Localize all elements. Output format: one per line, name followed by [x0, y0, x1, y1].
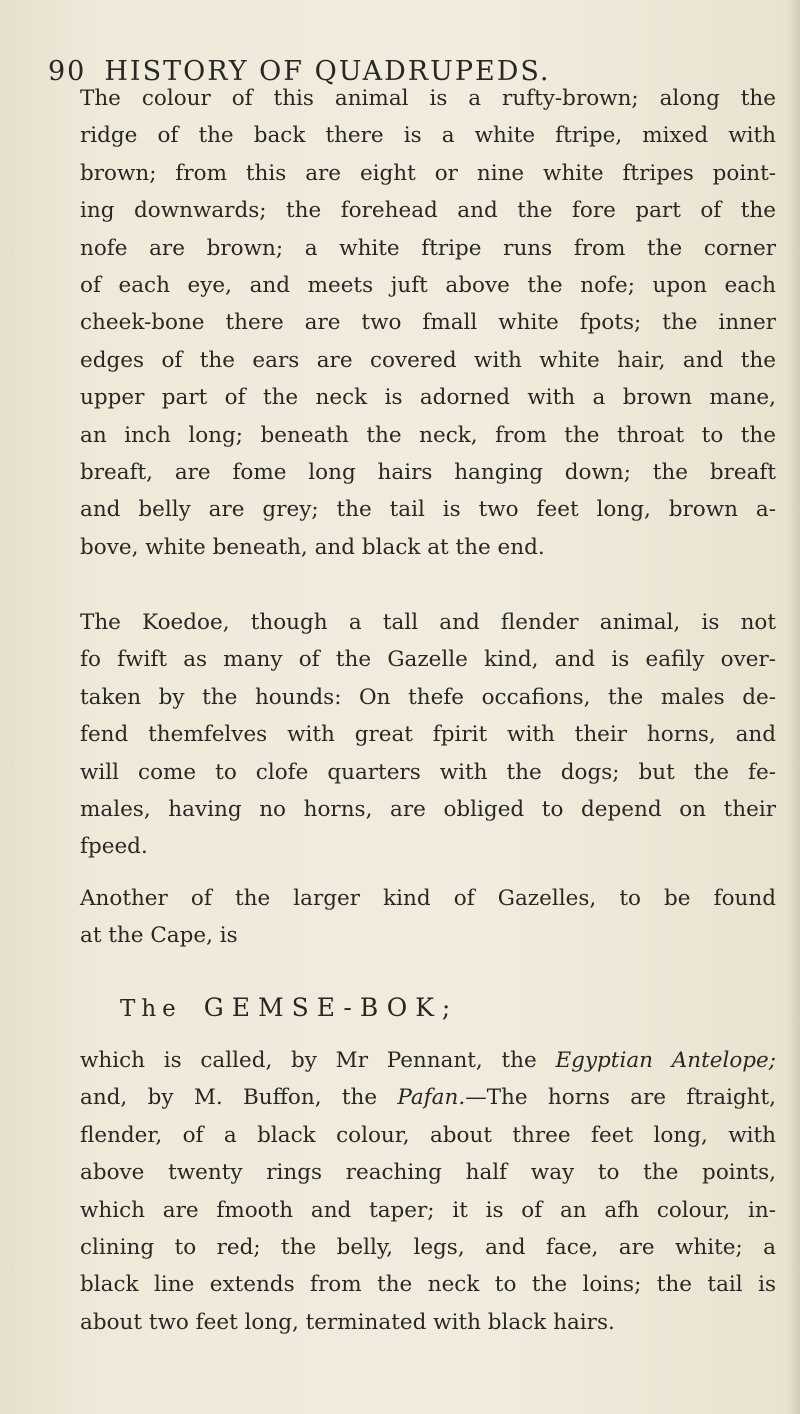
text-line: an inch long; beneath the neck, from the throat to the	[80, 422, 776, 448]
text-line: nofe are brown; a white ftripe runs from the corner	[80, 235, 776, 261]
text-line: flender, of a black colour, about three feet long, with	[80, 1122, 776, 1148]
text-line: brown; from this are eight or nine white ftripes point-	[80, 160, 776, 186]
text-line: of each eye, and meets juft above the nofe; upon each	[80, 273, 776, 299]
paragraph-3	[80, 880, 776, 955]
italic-run: Egyptian Antelope;	[555, 1048, 777, 1073]
text-line: at the Cape, is	[80, 923, 238, 949]
text-line: males, having no horns, are obliged to depend on their	[80, 797, 776, 823]
text-line	[80, 1079, 776, 1116]
text-line: black line extends from the neck to the loins; the tail is	[80, 1272, 776, 1298]
text-line: above twenty rings reaching half way to the points,	[80, 1160, 776, 1186]
text-line: fend themfelves with great fpirit with their horns, and	[80, 722, 776, 748]
paragraph-2	[80, 604, 776, 866]
text-line: The colour of this animal is a rufty-brown; along the	[80, 86, 776, 111]
text-line: bove, white beneath, and black at the end.	[80, 534, 545, 560]
text-line: will come to clofe quarters with the dogs; but the fe-	[80, 759, 776, 785]
text-run: —The horns are ftraight,	[465, 1085, 776, 1111]
paragraph-1	[80, 80, 776, 566]
text-run: and, by M. Buffon, the	[80, 1085, 398, 1111]
text-line: Another of the larger kind of Gazelles, to be found	[80, 886, 776, 911]
text-line: taken by the hounds: On thefe occafions, the males de-	[80, 684, 776, 710]
text-line: breaft, are fome long hairs hanging down; the breaft	[80, 460, 776, 486]
page-number: 90	[48, 56, 87, 87]
section-title-name: GEMSE-BOK;	[203, 993, 459, 1022]
text-line: edges of the ears are covered with white hair, and the	[80, 347, 776, 373]
text-line: fo fwift as many of the Gazelle kind, and is eafily over-	[80, 647, 776, 673]
text-line: ridge of the back there is a white ftripe, mixed with	[80, 123, 776, 149]
text-line: ing downwards; the forehead and the fore part of the	[80, 198, 776, 224]
text-line: about two feet long, terminated with black hairs.	[80, 1309, 615, 1335]
page-edge-shadow	[786, 0, 800, 1414]
section-title-article: The	[120, 996, 182, 1022]
text-line: cheek-bone there are two fmall white fpots; the inner	[80, 310, 776, 336]
text-run: which is called, by Mr Pennant, the	[80, 1048, 556, 1073]
text-line: fpeed.	[80, 834, 148, 860]
italic-run: Pafan.	[397, 1085, 466, 1111]
running-title: HISTORY OF QUADRUPEDS.	[104, 56, 551, 87]
text-line: which are fmooth and taper; it is of an afh colour, in-	[80, 1197, 776, 1223]
paragraph-4	[80, 1042, 776, 1341]
text-line: The Koedoe, though a tall and flender animal, is not	[80, 610, 776, 635]
text-line: upper part of the neck is adorned with a brown mane,	[80, 385, 776, 411]
text-line	[80, 1042, 776, 1079]
section-title	[120, 993, 780, 1022]
text-line: clining to red; the belly, legs, and face, are white; a	[80, 1235, 776, 1261]
text-line: and belly are grey; the tail is two feet long, brown a-	[80, 497, 776, 523]
